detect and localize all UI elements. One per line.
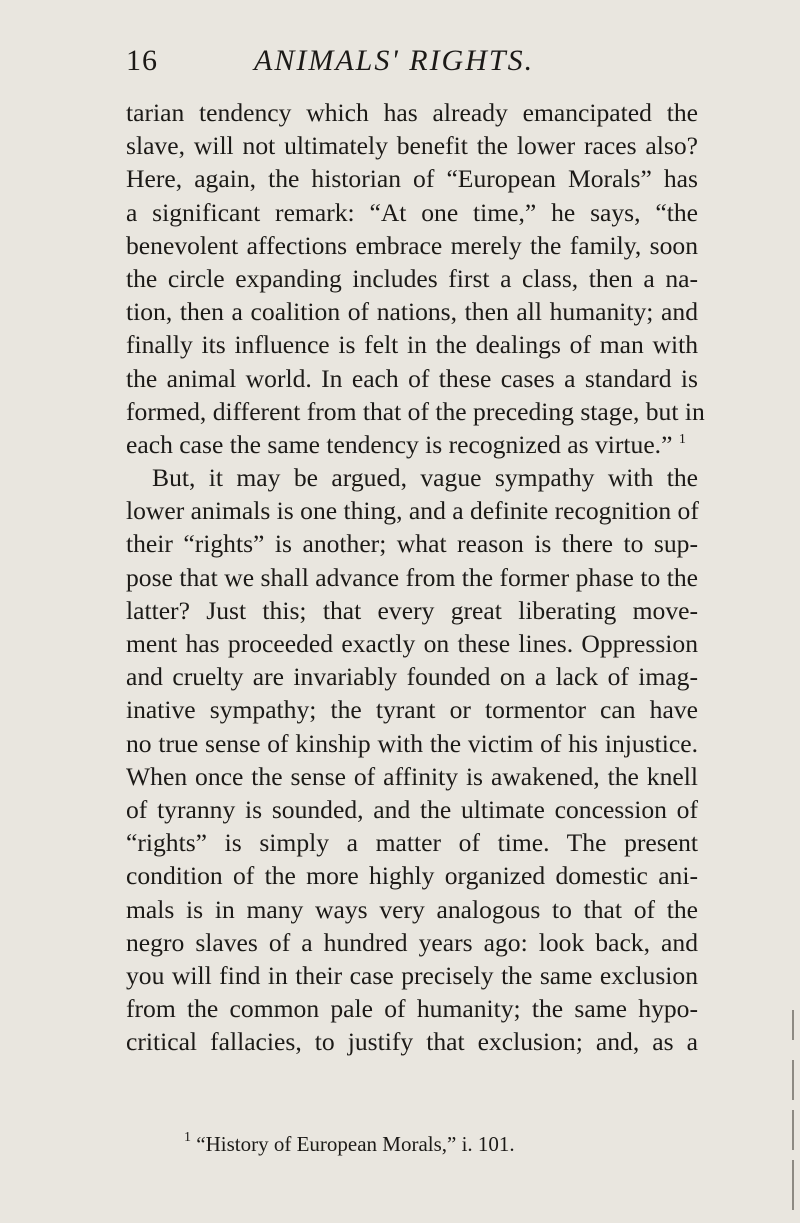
text-line: finally its influence is felt in the dealings of man with <box>126 330 698 360</box>
text-line: their “rights” is another; what reason is there to sup- <box>126 529 698 559</box>
body-text <box>126 96 705 1058</box>
text-line: of tyranny is sounded, and the ultimate concession of <box>126 794 698 824</box>
text-line: slave, will not ultimately benefit the lower races also? <box>126 131 698 161</box>
text-line-with-footnote-ref <box>126 428 698 461</box>
page-edge-mark <box>792 1160 794 1210</box>
text-line: tarian tendency which has already emancipated the <box>126 98 698 127</box>
text-line: latter? Just this; that every great liberating move- <box>126 595 698 625</box>
text-line: you will find in their case precisely the same exclusion <box>126 960 698 990</box>
footnote-text: “History of European Morals,” i. 101. <box>196 1132 515 1156</box>
text-line: lower animals is one thing, and a definite recognition of <box>126 496 699 526</box>
footnote-reference: 1 <box>678 431 686 447</box>
text-line: each case the same tendency is recognized as virtue.” <box>126 429 673 459</box>
text-line: inative sympathy; the tyrant or tormentor can have <box>126 695 698 725</box>
text-line: a significant remark: “At one time,” he says, “the <box>126 197 698 227</box>
text-line: the animal world. In each of these cases a standard is <box>126 363 698 393</box>
text-line: When once the sense of affinity is awakened, the knell <box>126 761 698 791</box>
text-line: “rights” is simply a matter of time. The present <box>126 828 698 858</box>
text-line: tion, then a coalition of nations, then all humanity; and <box>126 297 698 327</box>
footnote-marker: 1 <box>184 1130 191 1145</box>
page-edge-mark <box>792 1110 794 1150</box>
text-line: benevolent affections embrace merely the family, soon <box>126 230 698 260</box>
text-line: no true sense of kinship with the victim of his injustice. <box>126 728 698 758</box>
page-edge-mark <box>792 1010 794 1040</box>
page-number: 16 <box>126 44 158 77</box>
footnote <box>184 1130 704 1158</box>
text-line: from the common pale of humanity; the same hypo- <box>126 994 698 1024</box>
page-edge-mark <box>792 1060 794 1100</box>
text-line: the circle expanding includes first a class, then a na- <box>126 263 698 293</box>
running-title: ANIMALS' RIGHTS. <box>254 44 535 77</box>
text-line: ment has proceeded exactly on these lines. Oppression <box>126 629 698 658</box>
page-header <box>126 44 686 92</box>
text-line: formed, different from that of the preceding stage, but in <box>126 396 705 426</box>
text-line: mals is in many ways very analogous to that of the <box>126 894 698 924</box>
text-line: pose that we shall advance from the former phase to the <box>126 562 698 592</box>
text-line: and cruelty are invariably founded on a lack of imag- <box>126 662 698 692</box>
text-line: Here, again, the historian of “European Morals” has <box>126 164 698 194</box>
text-line: critical fallacies, to justify that exclusion; and, as a <box>126 1027 698 1057</box>
text-line: negro slaves of a hundred years ago: look back, and <box>126 927 698 957</box>
text-line: But, it may be argued, vague sympathy with the <box>152 463 698 493</box>
text-line: condition of the more highly organized domestic ani- <box>126 861 698 891</box>
